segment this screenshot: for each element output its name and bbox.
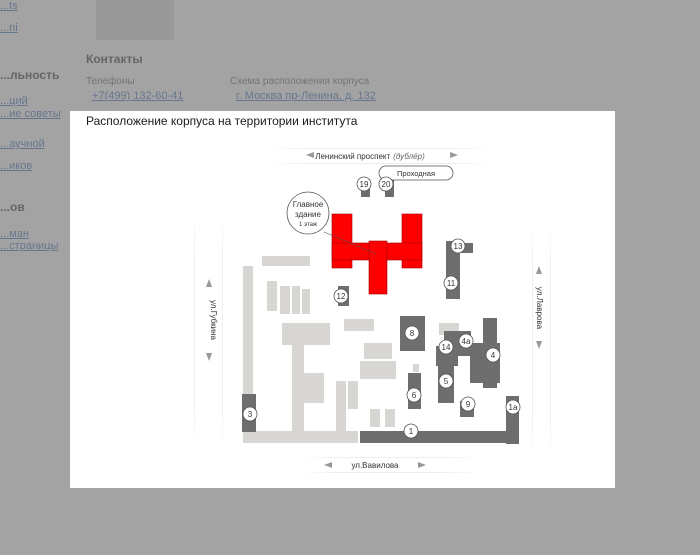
building-marker-19[interactable] bbox=[357, 177, 371, 191]
building-marker-3[interactable] bbox=[243, 407, 257, 421]
svg-text:14: 14 bbox=[441, 343, 451, 352]
street-right-line bbox=[532, 221, 533, 461]
campus-map-svg bbox=[70, 111, 615, 488]
campus-map bbox=[70, 111, 615, 488]
street-top-name: Ленинский проспект bbox=[315, 152, 391, 161]
building-marker-9[interactable] bbox=[461, 397, 475, 411]
main-callout-line2: здание bbox=[295, 210, 321, 219]
building-marker-11[interactable] bbox=[444, 276, 458, 290]
svg-text:6: 6 bbox=[411, 391, 417, 400]
svg-text:5: 5 bbox=[443, 377, 449, 386]
svg-text:3: 3 bbox=[247, 410, 253, 419]
building-marker-4[interactable] bbox=[486, 348, 500, 362]
building-marker-6[interactable] bbox=[407, 388, 421, 402]
building-marker-20[interactable] bbox=[379, 177, 393, 191]
building-marker-1[interactable] bbox=[404, 424, 418, 438]
main-callout-line1: Главное bbox=[292, 200, 324, 209]
street-left-label: ул.Губкина bbox=[209, 299, 218, 341]
svg-text:20: 20 bbox=[381, 180, 391, 189]
light-buildings bbox=[243, 256, 459, 443]
svg-text:19: 19 bbox=[359, 180, 369, 189]
svg-text:1: 1 bbox=[408, 427, 414, 436]
building-marker-8[interactable] bbox=[405, 326, 419, 340]
modal-title: Расположение корпуса на территории института bbox=[86, 114, 358, 128]
checkpoint-label: Проходная bbox=[396, 169, 436, 178]
svg-text:8: 8 bbox=[409, 329, 415, 338]
building-marker-13[interactable] bbox=[451, 239, 465, 253]
street-left-line bbox=[194, 211, 195, 451]
street-right-label: ул.Лаврова bbox=[535, 286, 544, 330]
building-marker-5[interactable] bbox=[439, 374, 453, 388]
street-bottom-label: ул.Вавилова bbox=[351, 461, 399, 470]
street-top-suffix: (дублёр) bbox=[393, 152, 425, 161]
building-marker-12[interactable] bbox=[334, 289, 348, 303]
svg-text:9: 9 bbox=[465, 400, 471, 409]
map-modal bbox=[70, 111, 615, 488]
svg-text:13: 13 bbox=[453, 242, 463, 251]
street-bottom-line bbox=[300, 457, 480, 458]
street-left-line-2 bbox=[222, 211, 223, 451]
svg-text:4: 4 bbox=[490, 351, 496, 360]
svg-text:11: 11 bbox=[446, 279, 456, 288]
svg-text:12: 12 bbox=[336, 292, 346, 301]
street-right-line-2 bbox=[550, 221, 551, 461]
street-top-label bbox=[315, 152, 425, 161]
street-bottom-line-2 bbox=[300, 472, 480, 473]
street-top-line-2 bbox=[265, 163, 495, 164]
street-top-line bbox=[265, 148, 495, 149]
building-marker-14[interactable] bbox=[439, 340, 453, 354]
building-marker-4a[interactable] bbox=[459, 334, 473, 348]
building-marker-1a[interactable] bbox=[506, 400, 520, 414]
main-callout-line3: 1 этаж bbox=[299, 222, 317, 228]
svg-text:4а: 4а bbox=[461, 337, 471, 346]
svg-text:1а: 1а bbox=[508, 403, 518, 412]
